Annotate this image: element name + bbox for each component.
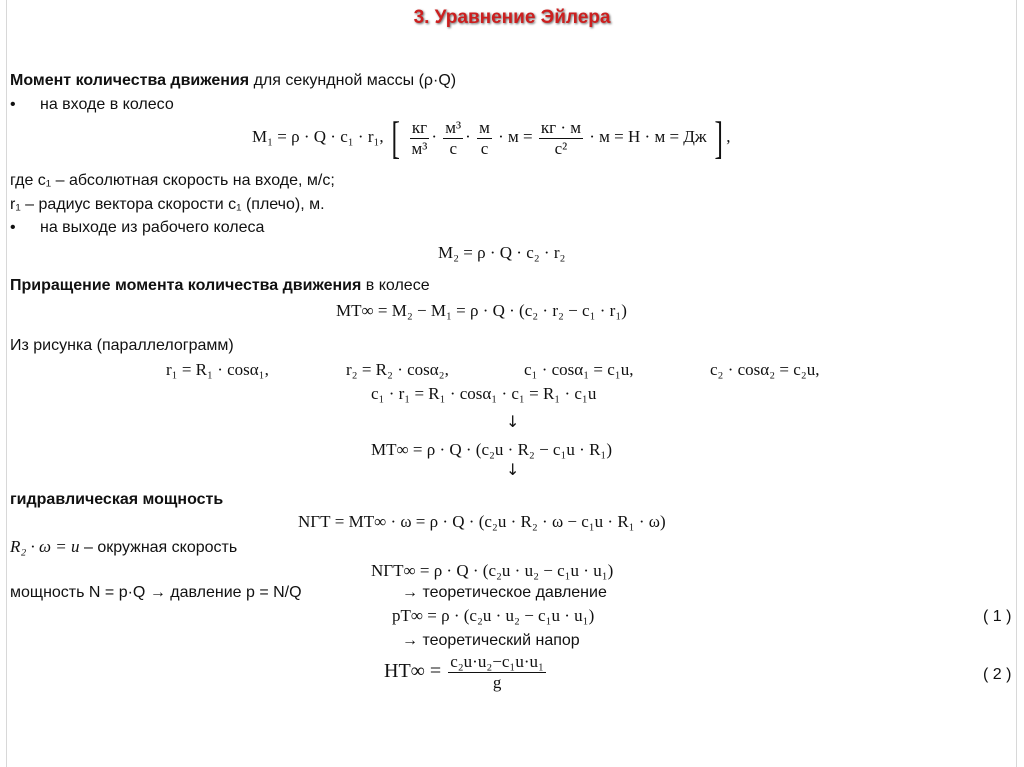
down-arrow-icon: ↓ (506, 412, 520, 431)
unit-fraction-1 (410, 118, 430, 159)
paragraph-increment (10, 277, 430, 295)
equation-number-1: ( 1 ) (983, 608, 1012, 625)
equation-m1-mid: · м = (498, 126, 533, 146)
head-fraction-den: g (492, 673, 502, 692)
bullet-inlet: на входе в колесо (40, 96, 174, 113)
unit-fraction-2-num: м³ (445, 117, 462, 137)
equation-ngt: NГТ = MT∞ · ω = ρ · Q · (c₂u · R₂ · ω − c₁u · R₁ · ω) (298, 512, 666, 531)
right-border-line (1016, 0, 1017, 767)
peripheral-speed-math: R₂ · ω = u (10, 537, 80, 556)
where-c1: где c₁ – абсолютная скорость на входе, м/с; (10, 172, 335, 189)
equation-m2: M₂ = ρ · Q · c₂ · r₂ (438, 243, 566, 262)
peripheral-speed-text: – окружная скорость (79, 539, 238, 556)
unit-fraction-4-den: с² (554, 138, 568, 158)
unit-fraction-4 (539, 118, 583, 159)
equation-mt-final: MT∞ = ρ · Q · (c₂u · R₂ − c₁u · R₁) (371, 440, 612, 459)
head-fraction (448, 652, 546, 693)
theoretical-pressure-label: → теоретическое давление (402, 584, 607, 601)
equation-ht-lhs: HT∞ = (384, 660, 442, 683)
equation-mt: MT∞ = M₂ − M₁ = ρ · Q · (c₂ · r₂ − c₁ · r₁) (336, 301, 627, 320)
hydraulic-power-heading: гидравлическая мощность (10, 491, 224, 508)
power-pressure-text: мощность N = p·Q → давление p = N/Q (10, 584, 302, 601)
equation-ngt-inf: NГТ∞ = ρ · Q · (c₂u · u₂ − c₁u · u₁) (371, 561, 614, 580)
left-border-line (6, 0, 7, 767)
equation-m1: M₁ = ρ · Q · c₁ · r₁, [ $\frac{кг}{\text{м³}}$ · $\frac{\text{м³}}{с}$ · $\frac{м}{с}$ · м = $\frac{кг \cdot м}{\text{с²}}$ · м = Н · м = Дж ] , (252, 112, 731, 163)
unit-fraction-1-num: кг (410, 118, 430, 139)
peripheral-speed-line (10, 537, 237, 557)
unit-fraction-2 (443, 118, 463, 159)
equation-c1u: c₁ · cosα₁ = c₁u, (524, 360, 634, 379)
equation-c1r1: c₁ · r₁ = R₁ · cosα₁ · c₁ = R₁ · c₁u (371, 384, 597, 403)
from-figure-text: Из рисунка (параллелограмм) (10, 337, 234, 354)
head-fraction-num: c₂u·u₂−c₁u·u₁ (450, 652, 544, 671)
bullet-dot: • (10, 96, 16, 113)
paragraph-moment (10, 72, 456, 90)
paragraph-increment-rest: в колесе (361, 277, 430, 294)
equation-m1-tail: · м = Н · м = Дж (589, 126, 707, 146)
down-arrow-icon: ↓ (506, 460, 520, 479)
equation-number-2: ( 2 ) (983, 666, 1012, 683)
unit-fraction-3-den: с (480, 138, 489, 158)
bullet-dot: • (10, 219, 16, 236)
paragraph-moment-rest: для секундной массы (ρ·Q) (249, 72, 457, 89)
equation-m1-lhs: M₁ = ρ · Q · c₁ · r₁, (252, 126, 384, 146)
bullet-outlet: на выходе из рабочего колеса (40, 219, 265, 236)
equation-r1: r₁ = R₁ · cosα₁, (166, 360, 269, 379)
unit-fraction-1-den: м³ (411, 138, 428, 158)
term-increment: Приращение момента количества движения (10, 277, 362, 294)
bracket-right: ] (714, 112, 723, 163)
unit-fraction-3-num: м (479, 117, 490, 137)
unit-fraction-2-den: с (449, 138, 457, 158)
unit-fraction-3 (477, 118, 492, 159)
equation-c2u: c₂ · cosα₂ = c₂u, (710, 360, 820, 379)
term-moment: Момент количества движения (10, 72, 250, 89)
slide-title: 3. Уравнение Эйлера (413, 7, 611, 28)
equation-ht (384, 652, 548, 693)
where-r1: r₁ – радиус вектора скорости c₁ (плечо), м. (10, 196, 325, 213)
unit-fraction-4-num: кг · м (540, 117, 582, 137)
theoretical-head-label: → теоретический напор (402, 632, 580, 649)
equation-pt: pT∞ = ρ · (c₂u · u₂ − c₁u · u₁) (392, 606, 595, 625)
bracket-left: [ (391, 112, 400, 163)
equation-r2: r₂ = R₂ · cosα₂, (346, 360, 449, 379)
